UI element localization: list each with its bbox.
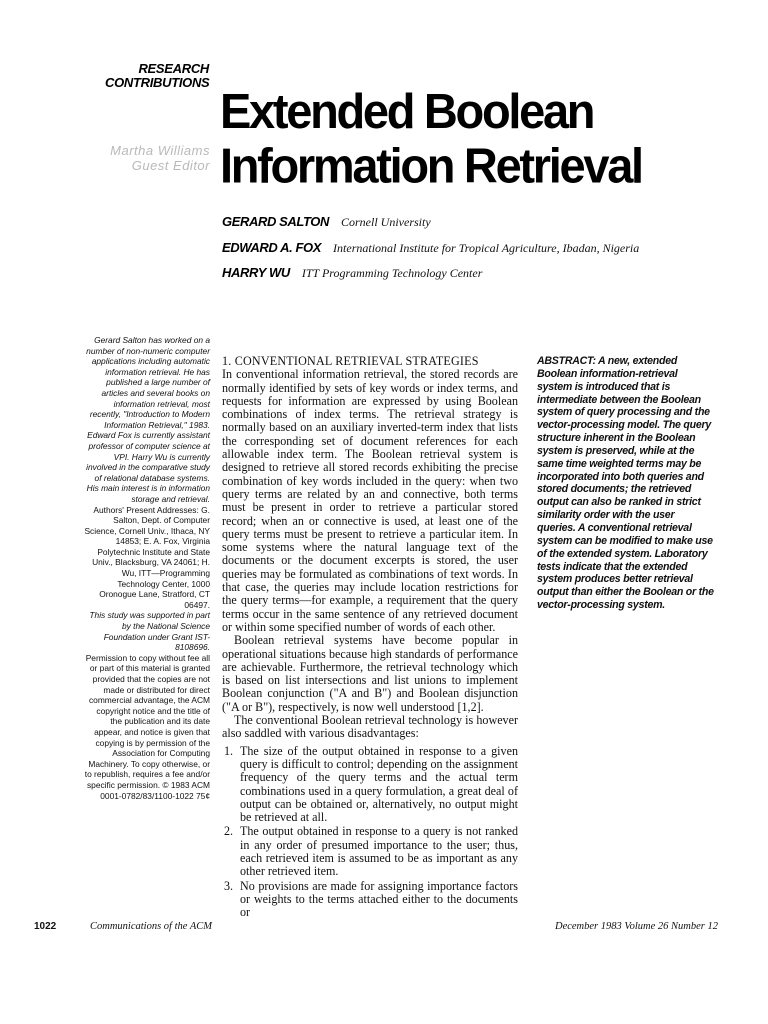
author-affiliation: ITT Programming Technology Center bbox=[301, 266, 483, 280]
author-name: EDWARD A. FOX bbox=[222, 240, 322, 255]
author-affiliation: International Institute for Tropical Agriculture, Ibadan, Nigeria bbox=[333, 241, 640, 255]
page-number: 1022 bbox=[34, 921, 57, 932]
margin-notes bbox=[84, 335, 210, 801]
author-name: HARRY WU bbox=[222, 265, 290, 280]
section-label bbox=[105, 62, 209, 90]
list-item-text: The output obtained in response to a query is not ranked in any order of presumed importance to the user; thus, each retrieved item is assumed to be as important as any other retrieved item. bbox=[240, 824, 518, 879]
section-label-line2: CONTRIBUTIONS bbox=[105, 75, 210, 90]
guest-editor bbox=[100, 143, 210, 173]
list-item-number: 1. bbox=[224, 743, 234, 758]
list-item-number: 2. bbox=[224, 824, 234, 839]
main-body bbox=[222, 355, 518, 920]
list-item bbox=[222, 745, 518, 825]
author-affiliation: Cornell University bbox=[341, 215, 431, 229]
disadvantages-list bbox=[222, 745, 518, 920]
copyright-permission: Permission to copy without fee all or part of this material is granted provided that the copies are not made or distributed for direct commercial advantage, the ACM copyright notice and the title of the publication and its date appear, and notice is given that copying is by permission of the Association for Computing Machinery. To copy otherwise, or to republish, requires a fee and/or specific permission. © 1983 ACM 0001-0782/83/1100-1022 75¢ bbox=[84, 652, 210, 801]
list-item bbox=[222, 825, 518, 878]
article-title-line2: Information Retrieval bbox=[220, 137, 642, 194]
article-title-line1: Extended Boolean bbox=[220, 82, 594, 139]
guest-editor-role: Guest Editor bbox=[131, 158, 210, 173]
author-row bbox=[222, 264, 482, 282]
body-paragraph: The conventional Boolean retrieval technology is however also saddled with various disadvantages: bbox=[222, 713, 518, 741]
author-row bbox=[222, 213, 431, 231]
guest-editor-name: Martha Williams bbox=[110, 143, 210, 158]
author-bios: Gerard Salton has worked on a number of non-numeric computer applications including automatic information retrieval. He has published a large number of articles and several books on information retrieval, most recently, "Introduction to Modern Information Retrieval," 1983. Edward Fox is currently assistant professor of computer science at VPI. Harry Wu is currently involved in the comparative study of relational database systems. His main interest is in information storage and retrieval. bbox=[86, 335, 210, 504]
section-heading: 1. CONVENTIONAL RETRIEVAL STRATEGIES bbox=[222, 354, 479, 368]
body-paragraph: In conventional information retrieval, the stored records are normally identified by sets of key words or index terms, and requests for information are expressed by using Boolean combinations of index terms. The retrieval strategy is normally based on an auxiliary inverted-term index that lists the corresponding set of document references for each allowable index term. The Boolean retrieval system is designed to retrieve all stored records exhibiting the precise combination of key words included in the query: when two query terms are related by an and connective, both terms must be present in order to retrieve a particular stored record; when an or connective is used, at least one of the query terms must be present to retrieve a particular item. In some systems where the natural language text of the documents or the document excerpts is stored, the user queries may be formulated as combinations of text words. In that case, the queries may include location restrictions for the query terms—for example, a requirement that the query terms occur in the same sentence of any retrieved document or within some specified number of words of each other. bbox=[222, 367, 518, 634]
issue-info: December 1983 Volume 26 Number 12 bbox=[554, 921, 718, 932]
abstract: ABSTRACT: A new, extended Boolean information-retrieval system is introduced that is intermediate between the Boolean system of query processing and the vector-processing model. The query structure inherent in the Boolean system is preserved, while at the same time weighted terms may be incorporated into both queries and stored documents; the retrieved output can also be ranked in strict similarity order with the user queries. A conventional retrieval system can be modified to make use of the extended system. Laboratory tests indicate that the extended system produces better retrieval output than either the Boolean or the vector-processing system. bbox=[537, 355, 714, 612]
section-label-line1: RESEARCH bbox=[138, 61, 209, 76]
author-row bbox=[222, 239, 639, 257]
list-item-number: 3. bbox=[224, 878, 234, 893]
article-title bbox=[220, 84, 760, 193]
list-item-text: No provisions are made for assigning importance factors or weights to the terms attached either to the documents or bbox=[240, 878, 518, 920]
author-name: GERARD SALTON bbox=[222, 214, 329, 229]
body-paragraph: Boolean retrieval systems have become popular in operational situations because high standards of performance are achievable. Furthermore, the retrieval technology which is based on list intersections and list unions to implement Boolean conjunction ("A and B") and Boolean disjunction ("A or B"), respectively, is now well understood [1,2]. bbox=[222, 633, 518, 714]
author-addresses: Authors' Present Addresses: G. Salton, Dept. of Computer Science, Cornell Univ., Ithaca, NY 14853; E. A. Fox, Virginia Polytechnic Institute and State Univ., Blacksburg, VA 24061; H. Wu, ITT—Programming Technology Center, 1000 Oronogue Lane, Stratford, CT 06497. bbox=[84, 504, 210, 610]
journal-name: Communications of the ACM bbox=[90, 921, 213, 932]
list-item-text: The size of the output obtained in response to a given query is difficult to control; depending on the assignment frequency of the query terms and the actual term combinations used in a query formulation, a great deal of output can be obtained or, alternatively, no output might be retrieved at all. bbox=[240, 743, 518, 825]
grant-note: This study was supported in part by the National Science Foundation under Grant IST-8108696. bbox=[89, 610, 210, 653]
list-item bbox=[222, 880, 518, 920]
